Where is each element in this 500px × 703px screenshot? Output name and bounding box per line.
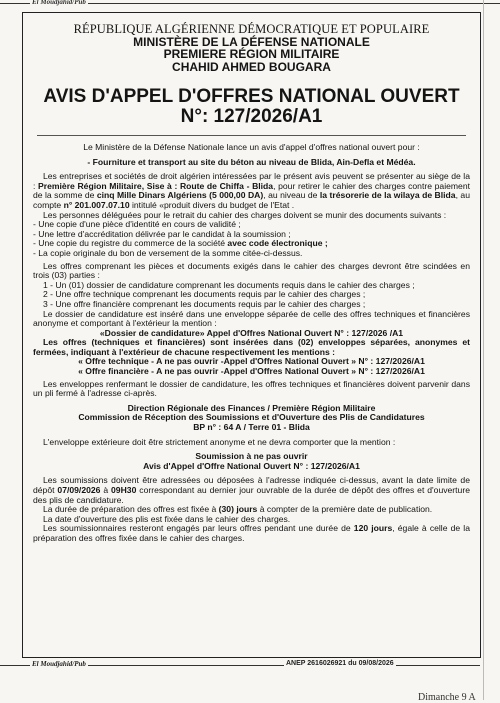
offer-part: 3 - Une offre financière comprenant les documents requis par le cahier des charges ; xyxy=(43,298,366,309)
paragraph-outer-envelope: L'enveloppe extérieure doit être strictement anonyme et ne devra comporter que la mention : xyxy=(43,436,396,447)
newspaper-label-top: El Moudjahid/Pub xyxy=(32,0,86,6)
heading-region: PREMIERE RÉGION MILITAIRE xyxy=(163,47,340,61)
doc-list-item: - Une copie d'une pièce d'identité en cours de validité ; xyxy=(33,219,241,230)
bottom-strip xyxy=(0,660,500,674)
paragraph-duration: La durée de préparation des offres est fixée à (30) jours à compter de la première date de publication. xyxy=(43,504,433,515)
paragraph-envelopes: Les offres (techniques et financières) sont insérées dans (02) enveloppes séparées, anonymes et fermées, indiquant à l'extérieur de chacune respectivement les mentions : xyxy=(33,337,470,357)
object-text: - Fourniture et transport au site du béton au niveau de Blida, Ain-Defla et Médéa. xyxy=(87,156,416,167)
mention-financial: « Offre financière - A ne pas ouvrir -Appel d'Offres National Ouvert » N° : 127/2026/A1 xyxy=(78,366,425,377)
doc-list-item: - Une copie du registre du commerce de la société avec code électronique ; xyxy=(33,238,328,249)
address-line: BP n° : 64 A / Terre 01 - Blida xyxy=(193,422,310,433)
adjacent-column-edge xyxy=(483,0,500,700)
mention-technical: « Offre technique - A ne pas ouvrir -Appel d'Offres National Ouvert » N° : 127/2026/A1 xyxy=(78,356,425,367)
heading-chahid: CHAHID AHMED BOUGARA xyxy=(172,59,331,74)
newspaper-label-bottom: El Moudjahid/Pub xyxy=(32,660,86,668)
offer-part: 2 - Une offre technique comprenant les documents requis par le cahier des charges ; xyxy=(43,289,366,300)
issuer-heading xyxy=(33,23,470,73)
outer-mention: Avis d'Appel d'Offre National Ouvert N° : 127/2026/A1 xyxy=(143,460,360,471)
address-line: Commission de Réception des Soumissions et d'Ouverture des Plis de Candidatures xyxy=(78,412,425,423)
paragraph-delivery: Les enveloppes renfermant le dossier de candidature, les offres techniques et financières doivent parvenir dans un pli fermé à l'adresse ci-après. xyxy=(33,378,470,399)
paragraph-withdrawal: Les entreprises et sociétés de droit algérien intéressées par le présent avis peuvent se présenter au siège de la : Première Région Militaire, Sise à : Route de Chiffa - Blida, pour retirer le cahier des charges contre paiement de la somme de cinq Mille Dinars Algériens (5 000,00 DA), au niveau de la trésorerie de la wilaya de Blida, au compte n° 201.007.07.10 intitulé «produit divers du budget de l'Etat . xyxy=(33,171,470,210)
address-line: Direction Régionale des Finances / Première Région Militaire xyxy=(127,402,376,413)
paragraph-candidature: Le dossier de candidature est inséré dans une enveloppe séparée de celle des offres techniques et financières anonyme et comportant à l'extérieur la mention : xyxy=(33,308,470,329)
top-strip xyxy=(0,0,500,7)
heading-ministry: MINISTÈRE DE LA DÉFENSE NATIONALE xyxy=(133,34,370,49)
title-divider xyxy=(37,135,466,136)
anep-reference: ANEP 2616026921 du 09/08/2026 xyxy=(286,660,394,667)
paragraph-offers: Les offres comprenant les pièces et documents exigés dans le cahier des charges devront être scindées en trois (03) parties : xyxy=(33,260,470,281)
page-date: Dimanche 9 A xyxy=(418,692,476,703)
ad-frame xyxy=(22,12,481,658)
paragraph-deadline: Les soumissions doivent être adressées ou déposées à l'adresse indiquée ci-dessus, avant la date limite de dépôt 07/09/2026 à 09H30 correspondant au dernier jour ouvrable de la durée de dépôt des offres et d'ouverture des plis de candidature. xyxy=(33,475,470,505)
offer-part: 1 - Un (01) dossier de candidature comprenant les documents requis dans le cahier des charges ; xyxy=(43,279,415,290)
intro-text: Le Ministère de la Défense Nationale lance un avis d'appel d'offres national ouvert pour : xyxy=(83,142,420,152)
mention-candidature: «Dossier de candidature» Appel d'Offres National Ouvert N° : 127/2026 /A1 xyxy=(99,327,404,338)
ad-body xyxy=(33,143,470,544)
outer-mention: Soumission à ne pas ouvrir xyxy=(195,451,308,462)
doc-list-item: - Une lettre d'accréditation délivrée par le candidat à la soumission ; xyxy=(33,228,291,239)
paragraph-validity: Les soumissionnaires resteront engagés par leurs offres pendant une durée de 120 jours, égale à celle de la préparation des offres fixée dans le cahier des charges. xyxy=(33,523,470,543)
avis-title-block xyxy=(33,87,470,127)
paragraph-delegates: Les personnes déléguées pour le retrait du cahier des charges doivent se munir des documents suivants : xyxy=(43,209,447,220)
heading-republic: RÉPUBLIQUE ALGÉRIENNE DÉMOCRATIQUE ET POPULAIRE xyxy=(73,22,430,36)
doc-list-item: - La copie originale du bon de versement de la somme citée-ci-dessus. xyxy=(33,247,303,258)
avis-number: N°: 127/2026/A1 xyxy=(180,106,323,127)
avis-title: AVIS D'APPEL D'OFFRES NATIONAL OUVERT xyxy=(43,86,460,107)
paragraph-opening: La date d'ouverture des plis est fixée dans le cahier des charges. xyxy=(43,513,291,524)
